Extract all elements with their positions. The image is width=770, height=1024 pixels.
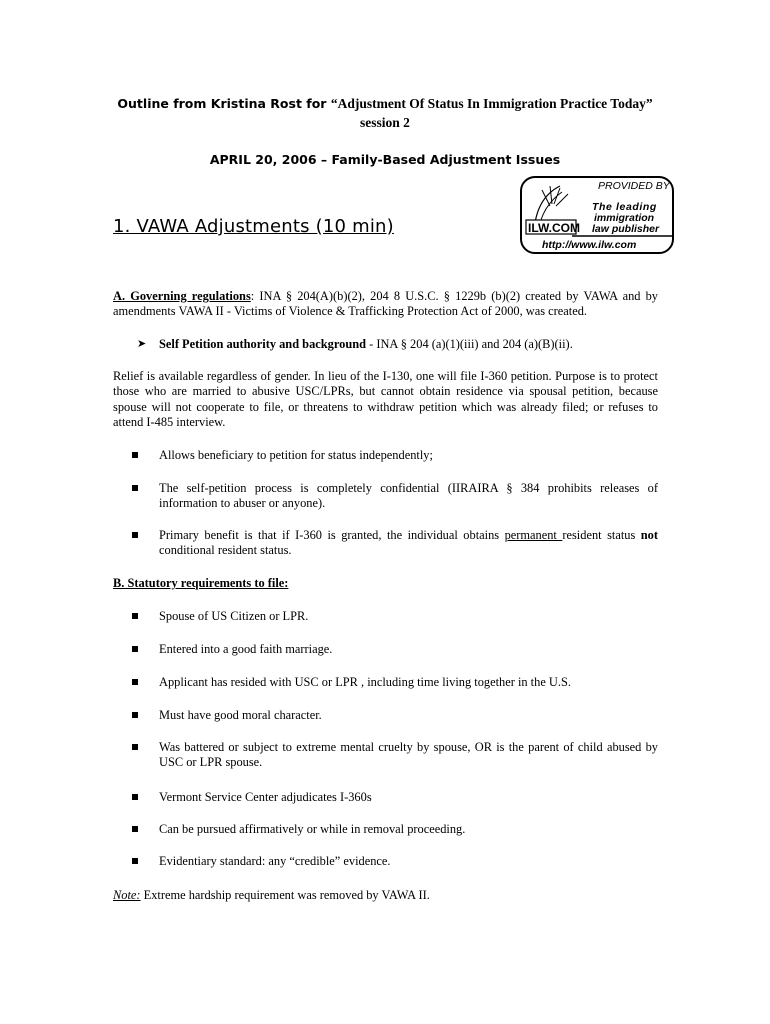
list-item: Applicant has resided with USC or LPR , including time living together in the U.S. xyxy=(132,675,658,690)
square-bullet-icon xyxy=(132,858,138,864)
self-petition-rest: - INA § 204 (a)(1)(iii) and 204 (a)(B)(ii). xyxy=(366,337,573,351)
square-bullet-icon xyxy=(132,744,138,750)
square-bullet-icon xyxy=(132,794,138,800)
note-paragraph xyxy=(113,888,658,903)
list-item: Primary benefit is that if I-360 is granted, the individual obtains permanent resident status not conditional resident status. xyxy=(132,528,658,559)
governing-regulations-label: A. Governing regulations xyxy=(113,289,251,303)
square-bullet-icon xyxy=(132,826,138,832)
list-item: Spouse of US Citizen or LPR. xyxy=(132,609,658,624)
section-heading-vawa: 1. VAWA Adjustments (10 min) xyxy=(113,216,394,237)
square-bullet-icon xyxy=(132,646,138,652)
list-item: Evidentiary standard: any “credible” evidence. xyxy=(132,854,658,869)
statutory-requirements-heading: B. Statutory requirements to file: xyxy=(113,576,289,590)
ilw-badge xyxy=(520,176,674,254)
badge-line1: The leading xyxy=(592,201,657,213)
self-petition-title: Self Petition authority and background xyxy=(159,337,366,351)
document-title xyxy=(0,96,770,112)
square-bullet-icon xyxy=(132,712,138,718)
list-item: The self-petition process is completely confidential (IIRAIRA § 384 prohibits releases of information to abuser or anyone). xyxy=(132,481,658,512)
square-bullet-icon xyxy=(132,679,138,685)
note-text: Extreme hardship requirement was removed by VAWA II. xyxy=(140,888,430,902)
date-line: APRIL 20, 2006 – Family-Based Adjustment Issues xyxy=(209,152,561,167)
governing-regulations-paragraph xyxy=(113,289,658,320)
list-item: Must have good moral character. xyxy=(132,708,658,723)
badge-provided-by: PROVIDED BY xyxy=(598,180,670,192)
self-petition-item xyxy=(137,337,573,352)
square-bullet-icon xyxy=(132,613,138,619)
list-item: Was battered or subject to extreme mental cruelty by spouse, OR is the parent of child abused by USC or LPR spouse. xyxy=(132,740,658,771)
title-quote: “Adjustment Of Status In Immigration Practice Today” xyxy=(330,96,653,111)
governing-regulations-text: : INA § 204(A)(b)(2), 204 8 U.S.C. § 1229b (b)(2) created by VAWA and by amendments VAWA II - Victims of Violence & Trafficking Protection Act of 2000, was created. xyxy=(113,289,658,319)
list-item: Entered into a good faith marriage. xyxy=(132,642,658,657)
badge-url[interactable]: http://www.ilw.com xyxy=(542,239,637,251)
title-lead: Outline from Kristina Rost for xyxy=(117,96,331,111)
note-label: Note: xyxy=(113,888,141,902)
list-item: Allows beneficiary to petition for status independently; xyxy=(132,448,658,463)
list-item: Can be pursued affirmatively or while in removal proceeding. xyxy=(132,822,658,837)
title-session: session 2 xyxy=(360,115,410,130)
square-bullet-icon xyxy=(132,485,138,491)
relief-paragraph: Relief is available regardless of gender. In lieu of the I-130, one will file I-360 petition. Purpose is to protect those who are married to abusive USC/LPRs, but cannot obtain residence via spousal petition, because spouse will not cooperate to file, or threatens to withdraw petition which was already filed; or refuses to attend I-485 interview. xyxy=(113,369,658,429)
badge-line3: law publisher xyxy=(592,223,660,235)
badge-logo: ILW.COM xyxy=(528,221,580,235)
arrow-bullet-icon: ➤ xyxy=(137,337,147,350)
square-bullet-icon xyxy=(132,452,138,458)
square-bullet-icon xyxy=(132,532,138,538)
list-item: Vermont Service Center adjudicates I-360s xyxy=(132,790,658,805)
badge-line2: immigration xyxy=(594,212,655,224)
